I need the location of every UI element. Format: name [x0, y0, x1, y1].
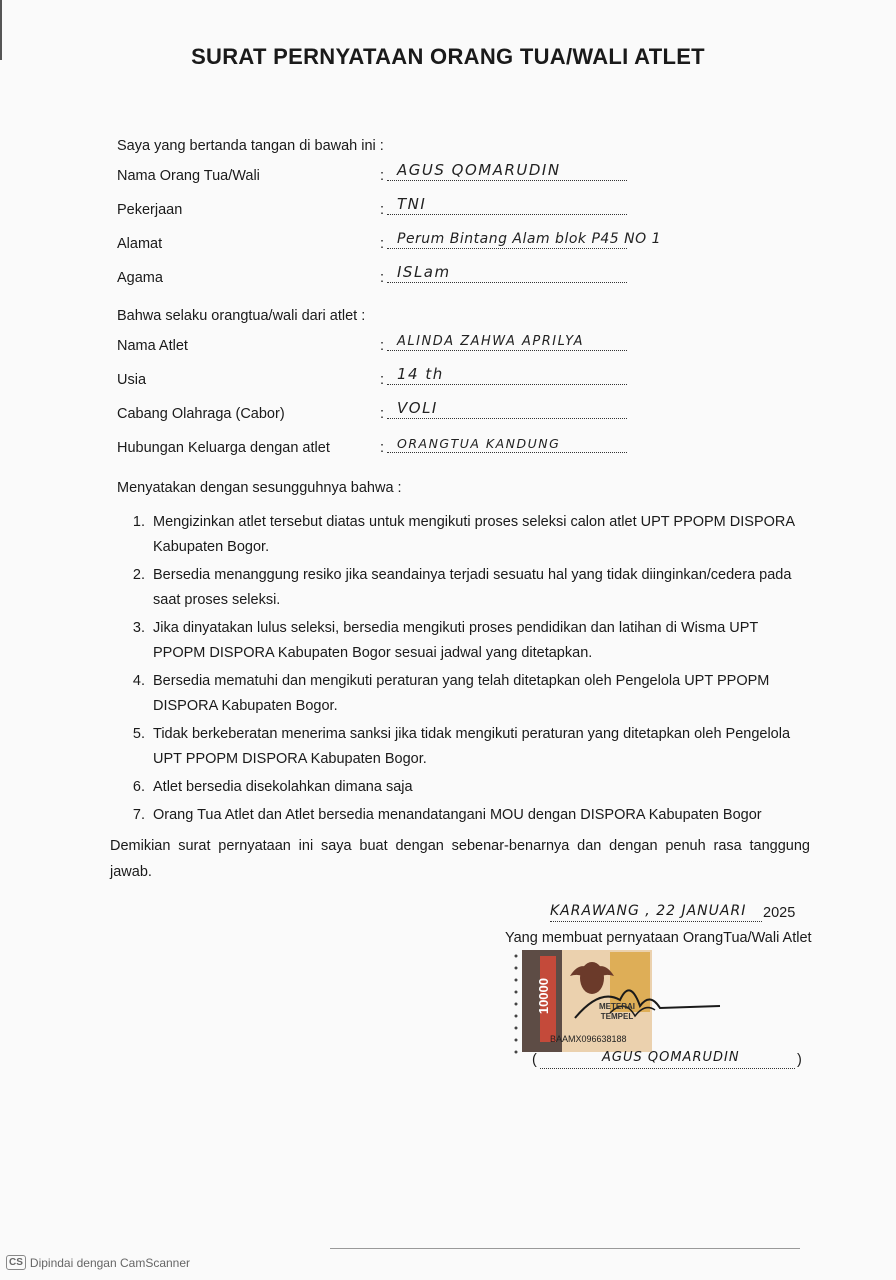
handwritten-value: Perum Bintang Alam blok P45 NO 1	[397, 231, 662, 247]
list-item	[117, 510, 807, 560]
field-colon: :	[380, 270, 385, 286]
stamp-serial: BAAMX096638188	[550, 1034, 627, 1044]
dotted-line	[540, 1068, 795, 1069]
field-colon: :	[380, 202, 385, 218]
year-text: 2025	[763, 905, 796, 921]
field-label: Alamat	[117, 236, 163, 252]
stamp-label: METERAI TEMPEL	[599, 1002, 635, 1021]
field-occupation	[117, 188, 637, 218]
closing-paragraph: Demikian surat pernyataan ini saya buat dengan sebenar-benarnya dan dengan penuh rasa tanggung jawab.	[110, 838, 810, 880]
field-colon: :	[380, 168, 385, 184]
item-text: Atlet bersedia disekolahkan dimana saja	[153, 779, 413, 795]
item-number: 1.	[132, 514, 145, 530]
field-label: Hubungan Keluarga dengan atlet	[117, 440, 330, 456]
item-number: 4.	[132, 673, 145, 689]
field-colon: :	[380, 236, 385, 252]
item-number: 2.	[132, 567, 145, 583]
intro-text: Saya yang bertanda tangan di bawah ini :	[117, 138, 384, 154]
field-label: Pekerjaan	[117, 202, 183, 218]
dotted-line	[550, 921, 762, 922]
field-age	[117, 358, 637, 388]
handwritten-signer-name: AGUS QOMARUDIN	[602, 1050, 740, 1065]
item-text: Orang Tua Atlet dan Atlet bersedia menandatangani MOU dengan DISPORA Kabupaten Bogor	[153, 807, 762, 823]
field-label: Nama Orang Tua/Wali	[117, 168, 260, 184]
athlete-heading: Bahwa selaku orangtua/wali dari atlet :	[117, 308, 366, 324]
dotted-line	[387, 248, 627, 249]
field-religion	[117, 256, 637, 286]
field-colon: :	[380, 440, 385, 456]
field-colon: :	[380, 406, 385, 422]
field-label: Nama Atlet	[117, 338, 188, 354]
list-item	[117, 563, 807, 613]
item-text: Bersedia mematuhi dan mengikuti peraturan yang telah ditetapkan oleh Pengelola UPT PPOPM DISPORA Kabupaten Bogor.	[153, 673, 770, 714]
dotted-line	[387, 214, 627, 215]
stamp-and-signature	[510, 948, 730, 1060]
dotted-line	[387, 282, 627, 283]
handwritten-value: VOLI	[397, 399, 438, 417]
scan-bottom-line	[330, 1248, 800, 1249]
list-item	[117, 616, 807, 666]
field-sport	[117, 392, 637, 422]
item-number: 3.	[132, 620, 145, 636]
list-item	[117, 669, 807, 719]
field-relationship	[117, 426, 637, 456]
stamp-value: 10000	[536, 978, 551, 1015]
item-text: Jika dinyatakan lulus seleksi, bersedia mengikuti proses pendidikan dan latihan di Wisma UPT PPOPM DISPORA Kabupaten Bogor sesuai jadwal yang ditetapkan.	[153, 620, 759, 661]
handwritten-value: ALINDA ZAHWA APRILYA	[397, 334, 584, 349]
watermark-text: Dipindai dengan CamScanner	[29, 1255, 191, 1270]
handwritten-value: ORANGTUA KANDUNG	[397, 436, 561, 451]
list-item	[117, 803, 807, 828]
dotted-line	[387, 418, 627, 419]
document-title: SURAT PERNYATAAN ORANG TUA/WALI ATLET	[191, 44, 705, 69]
item-text: Bersedia menanggung resiko jika seandainya terjadi sesuatu hal yang tidak diinginkan/cedera pada saat proses seleksi.	[153, 567, 792, 608]
field-colon: :	[380, 338, 385, 354]
statement-list	[117, 510, 807, 831]
handwritten-value: AGUS QOMARUDIN	[397, 161, 561, 179]
camscanner-logo-icon: CS	[6, 1255, 26, 1270]
item-text: Tidak berkeberatan menerima sanksi jika tidak mengikuti peraturan yang ditetapkan oleh Pengelola UPT PPOPM DISPORA Kabupaten Bogor.	[153, 726, 791, 767]
dotted-line	[387, 180, 627, 181]
item-number: 7.	[132, 807, 145, 823]
field-label: Agama	[117, 270, 163, 286]
field-parent-name	[117, 154, 637, 184]
field-colon: :	[380, 372, 385, 388]
handwritten-value: TNI	[397, 195, 427, 213]
paren-open: (	[532, 1052, 537, 1068]
field-label: Cabang Olahraga (Cabor)	[117, 406, 285, 422]
field-address	[117, 222, 662, 252]
handwritten-value: ISLam	[397, 263, 451, 281]
handwritten-value: 14 th	[397, 365, 444, 383]
paren-close: )	[797, 1052, 802, 1068]
list-item	[117, 775, 807, 800]
item-number: 5.	[132, 726, 145, 742]
field-label: Usia	[117, 372, 147, 388]
field-athlete-name	[117, 324, 637, 354]
statement-heading: Menyatakan dengan sesungguhnya bahwa :	[117, 480, 402, 496]
dotted-line	[387, 384, 627, 385]
maker-label: Yang membuat pernyataan OrangTua/Wali Atlet	[505, 930, 812, 946]
handwritten-place-date: KARAWANG , 22 JANUARI	[550, 903, 747, 919]
camscanner-watermark	[6, 1255, 190, 1270]
item-text: Mengizinkan atlet tersebut diatas untuk mengikuti proses seleksi calon atlet UPT PPOPM DISPORA Kabupaten Bogor.	[153, 514, 795, 555]
dotted-line	[387, 452, 627, 453]
list-item	[117, 722, 807, 772]
dotted-line	[387, 350, 627, 351]
item-number: 6.	[132, 779, 145, 795]
